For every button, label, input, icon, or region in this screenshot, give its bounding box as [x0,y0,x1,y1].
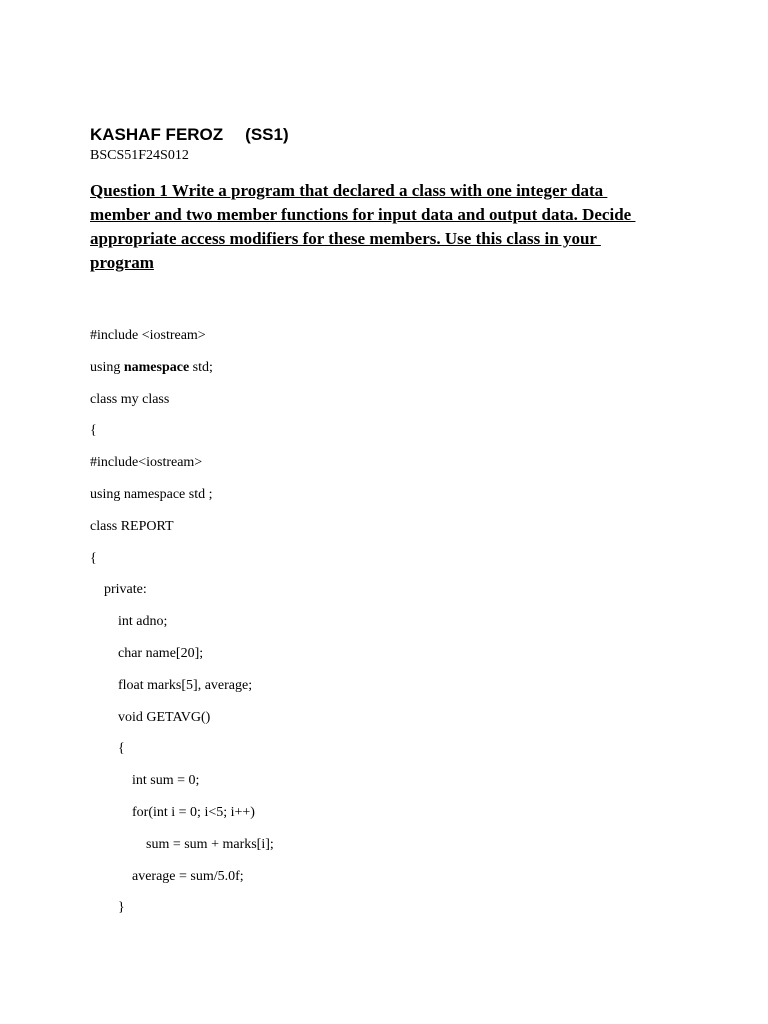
code-line: for(int i = 0; i<5; i++) [132,804,255,820]
code-line [90,357,274,389]
code-line: { [90,550,97,566]
student-name-heading [90,124,289,146]
question-line: member and two member functions for input data and output data. Decide [90,205,636,224]
code-line: char name[20]; [118,645,204,661]
question-line: appropriate access modifiers for these members. Use this class in your [90,229,601,248]
code-listing [90,325,274,929]
code-line: { [90,423,97,439]
code-text: using [90,359,124,375]
roll-number: BSCS51F24S012 [90,148,189,163]
code-line: { [118,741,125,757]
code-line: int sum = 0; [132,773,200,789]
code-line: int adno; [118,614,168,630]
code-text: std; [189,359,213,375]
code-line: private: [104,582,147,598]
code-line: sum = sum + marks[i]; [146,836,274,852]
question-line: Question 1 Write a program that declared a class with one integer data [90,181,608,200]
code-line: class REPORT [90,518,174,534]
code-line: float marks[5], average; [118,677,253,693]
code-line: } [118,900,125,916]
code-line: using namespace std ; [90,486,213,502]
code-line: class my class [90,391,170,407]
code-line: #include<iostream> [90,455,203,471]
code-line: #include <iostream> [90,328,206,343]
student-name: KASHAF FEROZ [90,125,224,144]
section-label: (SS1) [245,125,289,144]
question-heading [90,179,670,275]
code-keyword: namespace [123,359,190,375]
code-line: void GETAVG() [118,709,211,725]
question-line: program [90,253,154,272]
code-line: average = sum/5.0f; [132,868,244,884]
